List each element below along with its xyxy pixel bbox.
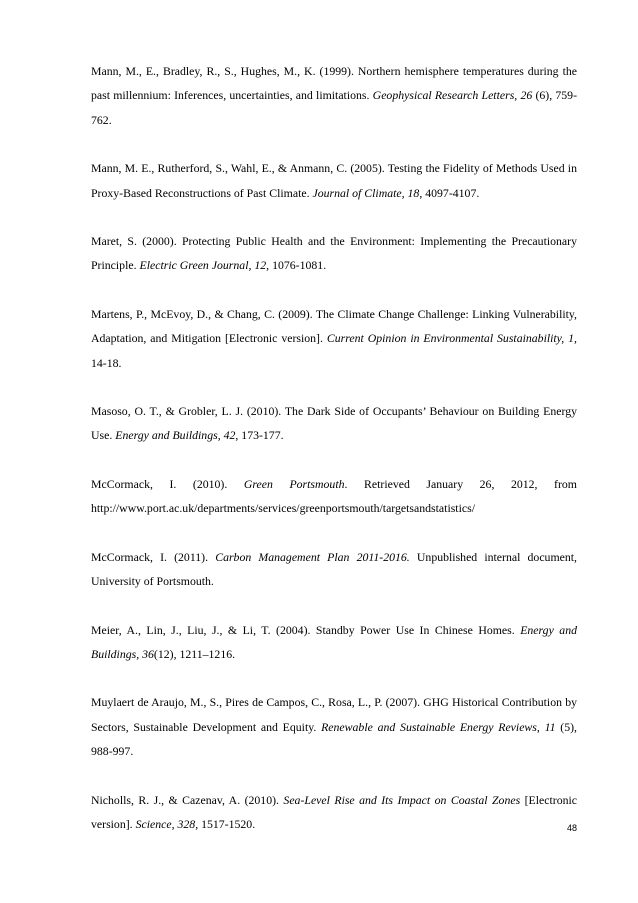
reference-text: (5), 988-997.: [91, 719, 577, 759]
reference-entry: [91, 302, 577, 375]
reference-source-title: Green Portsmouth: [243, 476, 345, 491]
reference-text: [Electronic version].: [91, 792, 578, 831]
reference-text: (12), 1211–1216.: [153, 646, 236, 661]
reference-text: , 1517-1520.: [195, 816, 256, 831]
reference-text: 14-18.: [91, 355, 122, 370]
reference-text: . Retrieved January 26, 2012, from http://www.port.ac.uk/departments/services/greenportsmouth/targetsandstatistics/: [91, 476, 577, 516]
reference-entry: [91, 472, 577, 521]
reference-source-title: Science, 328: [135, 816, 196, 831]
reference-source-title: Energy and Buildings, 36: [91, 622, 577, 661]
reference-entry: [91, 545, 577, 594]
reference-source-title: Current Opinion in Environmental Sustainability, 1,: [326, 331, 577, 346]
reference-entry: [91, 59, 577, 132]
reference-source-title: Carbon Management Plan 2011-2016.: [215, 549, 410, 564]
reference-entry: [91, 690, 577, 763]
reference-text: Muylaert de Araujo, M., S., Pires de Campos, C., Rosa, L., P. (2007). GHG Historical Contribution by Sectors, Sustainable Development and Equity.: [91, 695, 577, 734]
reference-text: Martens, P., McEvoy, D., & Chang, C. (2009). The Climate Change Challenge: Linking Vulnerability, Adaptation, and Mitigation [Electronic version].: [91, 306, 577, 346]
reference-entry: [91, 618, 577, 667]
reference-text: , 4097-4107.: [419, 185, 480, 200]
reference-entry: [91, 156, 577, 205]
reference-entry: [91, 229, 577, 278]
reference-source-title: Electric Green Journal, 12,: [139, 258, 270, 273]
reference-entry: [91, 788, 577, 837]
reference-text: Unpublished internal document, University of Portsmouth.: [91, 549, 577, 589]
reference-text: 1076-1081.: [269, 258, 327, 273]
page-number: 48: [566, 823, 577, 833]
reference-text: McCormack, I. (2010).: [91, 476, 244, 491]
reference-source-title: Sea-Level Rise and Its Impact on Coastal Zones: [283, 792, 521, 807]
reference-text: Maret, S. (2000). Protecting Public Health and the Environment: Implementing the Precautionary Principle.: [91, 234, 577, 273]
reference-list: [91, 59, 577, 860]
reference-text: Masoso, O. T., & Grobler, L. J. (2010). The Dark Side of Occupants’ Behaviour on Building Energy Use.: [91, 404, 577, 443]
reference-source-title: Energy and Buildings, 42: [115, 428, 236, 443]
reference-entry: [91, 399, 577, 448]
reference-text: Mann, M. E., Rutherford, S., Wahl, E., & Anmann, C. (2005). Testing the Fidelity of Methods Used in Proxy-Based Reconstructions of Past Climate.: [91, 161, 577, 200]
reference-text: McCormack, I. (2011).: [91, 549, 216, 564]
reference-text: , 173-177.: [235, 428, 284, 443]
reference-source-title: Journal of Climate, 18: [312, 185, 420, 200]
reference-text: (6), 759-762.: [91, 88, 577, 127]
reference-source-title: Renewable and Sustainable Energy Reviews, 11: [321, 719, 556, 734]
reference-text: Meier, A., Lin, J., Liu, J., & Li, T. (2004). Standby Power Use In Chinese Homes.: [91, 622, 521, 637]
reference-source-title: Geophysical Research Letters, 26: [372, 88, 533, 103]
reference-text: Nicholls, R. J., & Cazenav, A. (2010).: [91, 792, 284, 807]
reference-text: Mann, M., E., Bradley, R., S., Hughes, M., K. (1999). Northern hemisphere temperatures during the past millennium: Inferences, uncertainties, and limitations.: [91, 64, 577, 103]
